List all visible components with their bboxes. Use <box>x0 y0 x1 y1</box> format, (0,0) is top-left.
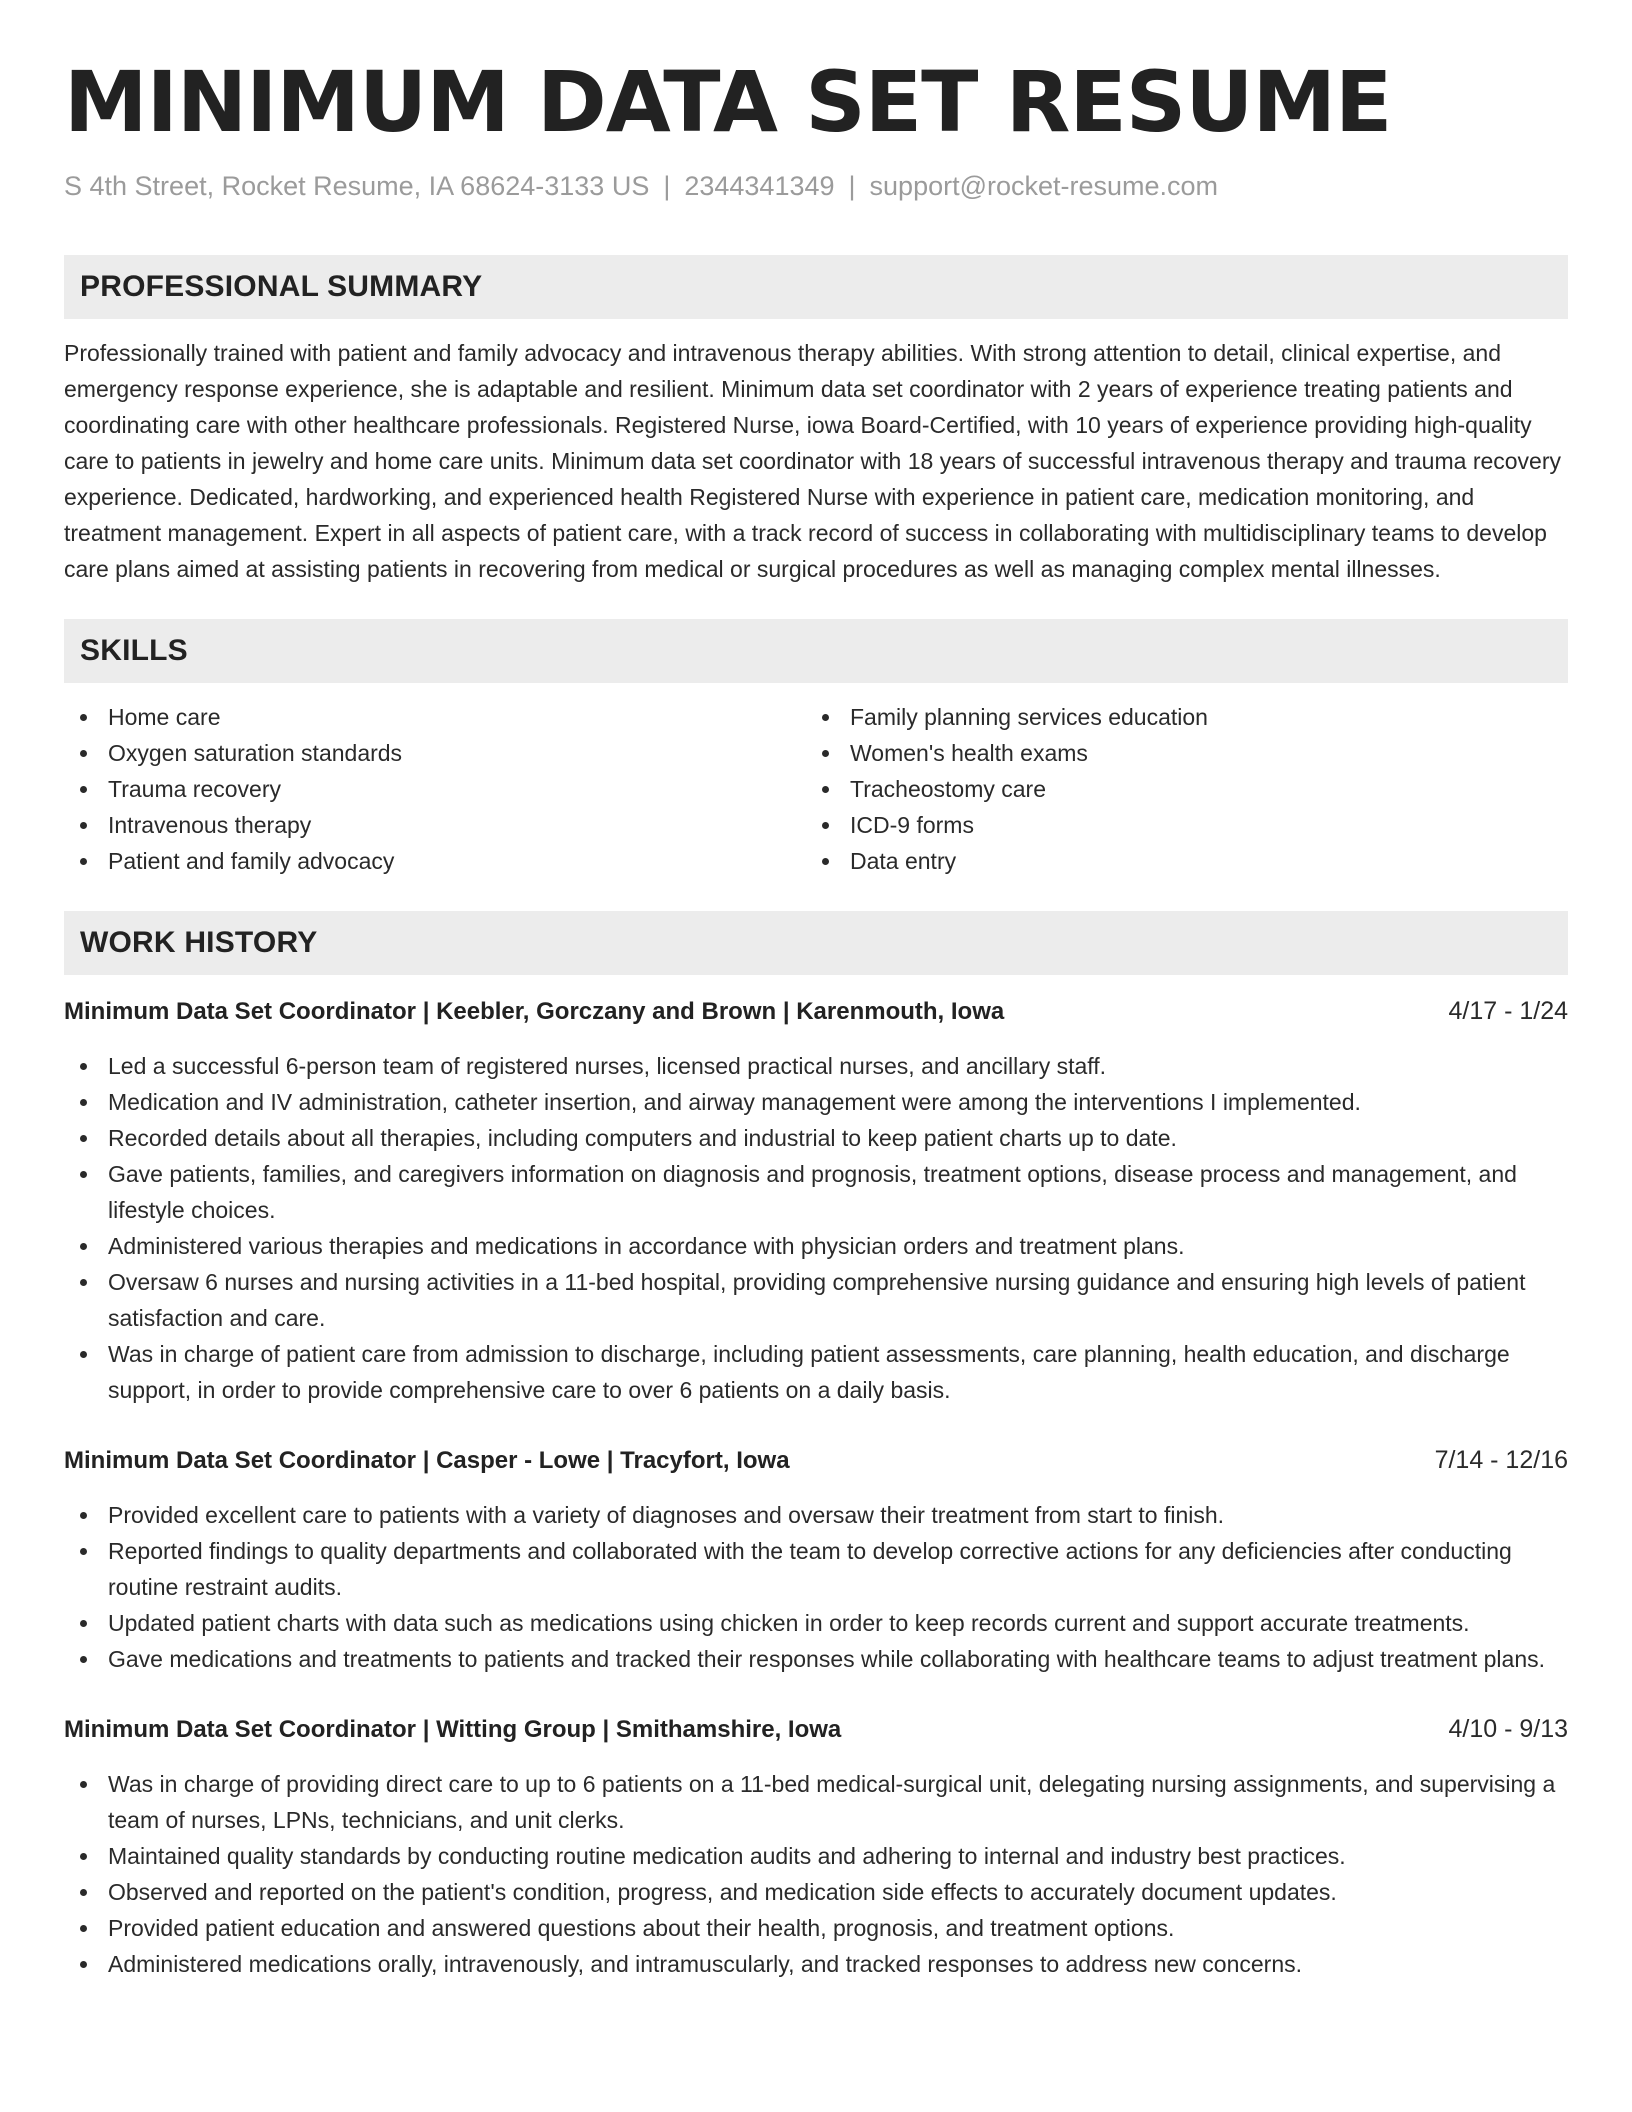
job-bullets <box>64 1766 1568 1982</box>
job-title-row <box>64 993 1568 1030</box>
job-title: Minimum Data Set Coordinator | Witting Group | Smithamshire, Iowa <box>64 1716 842 1743</box>
job-bullet: Updated patient charts with data such as medications using chicken in order to keep records current and support accurate treatments. <box>64 1605 1568 1641</box>
summary-paragraph: Professionally trained with patient and family advocacy and intravenous therapy abilities. With strong attention to detail, clinical expertise, and emergency response experience, she is adaptable and resilient. Minimum data set coordinator with 2 years of experience treating patients and coordinating care with other healthcare professionals. Registered Nurse, iowa Board-Certified, with 10 years of experience providing high-quality care to patients in jewelry and home care units. Minimum data set coordinator with 18 years of successful intravenous therapy and trauma recovery experience. Dedicated, hardworking, and experienced health Registered Nurse with experience in patient care, medication monitoring, and treatment management. Expert in all aspects of patient care, with a track record of success in collaborating with multidisciplinary teams to develop care plans aimed at assisting patients in recovering from medical or surgical procedures as well as managing complex mental illnesses. <box>64 340 1562 582</box>
contact-separator: | <box>848 171 856 201</box>
job-dates: 7/14 - 12/16 <box>1434 1446 1568 1474</box>
section-header-professional-summary: PROFESSIONAL SUMMARY <box>64 255 1568 319</box>
skill-item: Patient and family advocacy <box>64 843 806 879</box>
job-bullet: Administered various therapies and medications in accordance with physician orders and treatment plans. <box>64 1228 1568 1264</box>
skill-item: Women's health exams <box>806 735 1548 771</box>
skills-grid <box>64 699 1568 879</box>
job-entry <box>64 1711 1568 1982</box>
job-entry <box>64 1442 1568 1677</box>
resume-title: MINIMUM DATA SET RESUME <box>64 53 1392 151</box>
job-bullets <box>64 1048 1568 1408</box>
job-bullet: Gave patients, families, and caregivers information on diagnosis and prognosis, treatment options, disease process and management, and lifestyle choices. <box>64 1156 1568 1228</box>
skill-item: Data entry <box>806 843 1548 879</box>
skill-item: Family planning services education <box>806 699 1548 735</box>
job-dates: 4/10 - 9/13 <box>1448 1715 1568 1743</box>
section-header-skills: SKILLS <box>64 619 1568 683</box>
job-bullet: Maintained quality standards by conducting routine medication audits and adhering to internal and industry best practices. <box>64 1838 1568 1874</box>
job-bullet: Led a successful 6-person team of registered nurses, licensed practical nurses, and ancillary staff. <box>64 1048 1568 1084</box>
job-title-row <box>64 1442 1568 1479</box>
job-title: Minimum Data Set Coordinator | Keebler, Gorczany and Brown | Karenmouth, Iowa <box>64 998 1005 1025</box>
job-bullets <box>64 1497 1568 1677</box>
skill-item: Trauma recovery <box>64 771 806 807</box>
skill-item: Home care <box>64 699 806 735</box>
contact-line <box>64 168 1568 204</box>
skills-column-right <box>806 699 1548 879</box>
contact-address: S 4th Street, Rocket Resume, IA 68624-3133 US <box>64 171 650 201</box>
job-bullet: Was in charge of providing direct care to up to 6 patients on a 11-bed medical-surgical unit, delegating nursing assignments, and supervising a team of nurses, LPNs, technicians, and unit clerks. <box>64 1766 1568 1838</box>
job-bullet: Gave medications and treatments to patients and tracked their responses while collaborating with healthcare teams to adjust treatment plans. <box>64 1641 1568 1677</box>
skill-item: Oxygen saturation standards <box>64 735 806 771</box>
job-bullet: Provided patient education and answered questions about their health, prognosis, and treatment options. <box>64 1910 1568 1946</box>
job-bullet: Reported findings to quality departments and collaborated with the team to develop corrective actions for any deficiencies after conducting routine restraint audits. <box>64 1533 1568 1605</box>
skill-item: Tracheostomy care <box>806 771 1548 807</box>
skill-item: ICD-9 forms <box>806 807 1548 843</box>
contact-phone: 2344341349 <box>684 171 835 201</box>
job-bullet: Oversaw 6 nurses and nursing activities in a 11-bed hospital, providing comprehensive nursing guidance and ensuring high levels of patient satisfaction and care. <box>64 1264 1568 1336</box>
skill-item: Intravenous therapy <box>64 807 806 843</box>
contact-separator: | <box>663 171 671 201</box>
job-entry <box>64 993 1568 1408</box>
job-title: Minimum Data Set Coordinator | Casper - Lowe | Tracyfort, Iowa <box>64 1447 790 1474</box>
job-bullet: Administered medications orally, intravenously, and intramuscularly, and tracked responses to address new concerns. <box>64 1946 1568 1982</box>
job-bullet: Was in charge of patient care from admission to discharge, including patient assessments, care planning, health education, and discharge support, in order to provide comprehensive care to over 6 patients on a daily basis. <box>64 1336 1568 1408</box>
job-bullet: Observed and reported on the patient's condition, progress, and medication side effects to accurately document updates. <box>64 1874 1568 1910</box>
job-title-row <box>64 1711 1568 1748</box>
skills-column-left <box>64 699 806 879</box>
contact-email: support@rocket-resume.com <box>869 171 1219 201</box>
job-bullet: Provided excellent care to patients with a variety of diagnoses and oversaw their treatment from start to finish. <box>64 1497 1568 1533</box>
job-dates: 4/17 - 1/24 <box>1448 997 1568 1025</box>
job-bullet: Recorded details about all therapies, including computers and industrial to keep patient charts up to date. <box>64 1120 1568 1156</box>
section-header-work-history: WORK HISTORY <box>64 911 1568 975</box>
job-bullet: Medication and IV administration, catheter insertion, and airway management were among the interventions I implemented. <box>64 1084 1568 1120</box>
